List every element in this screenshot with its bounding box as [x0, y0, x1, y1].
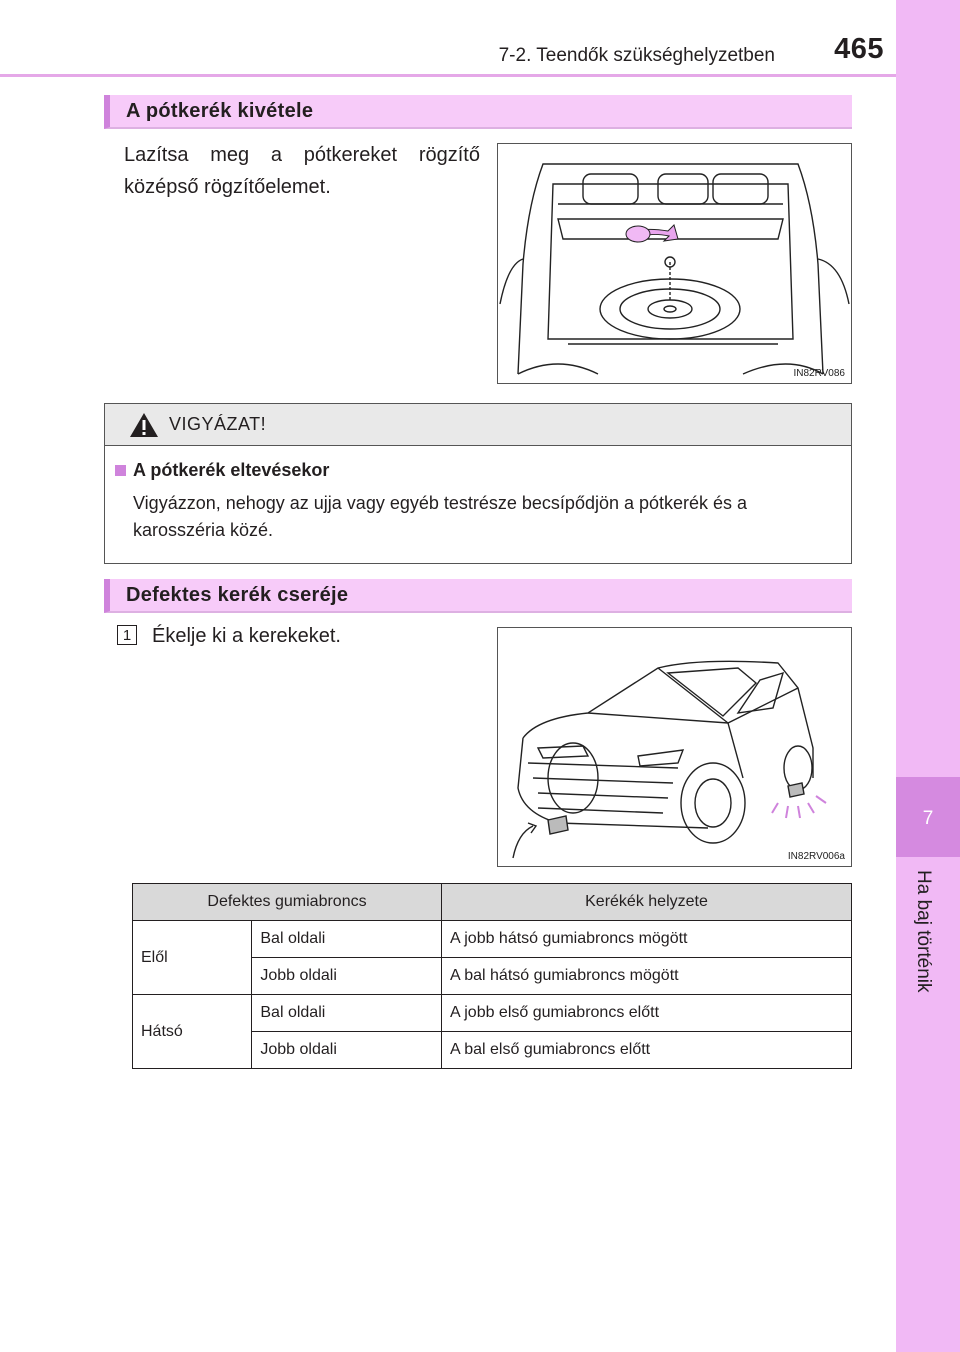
figure-code: IN82RV086 [793, 368, 845, 379]
table-group-label: Hátsó [133, 995, 252, 1069]
chapter-number: 7 [922, 808, 934, 829]
table-cell: A jobb első gumiabroncs előtt [442, 995, 852, 1032]
step-number: 1 [117, 625, 137, 645]
section-heading-text: Defektes kerék cseréje [126, 584, 349, 606]
table-header-cell: Kerékék helyzete [442, 884, 852, 921]
caution-header [105, 404, 851, 446]
page-number: 465 [834, 33, 884, 65]
warning-triangle-icon [129, 412, 159, 438]
table-cell: Bal oldali [252, 995, 442, 1032]
wheel-chock-table [132, 883, 852, 1069]
header-divider [0, 74, 896, 77]
chapter-title: Ha baj történik [913, 870, 934, 993]
section-heading-spare-removal [104, 95, 852, 129]
chocked-wheels-illustration [497, 627, 852, 867]
table-row [133, 921, 852, 958]
table-cell: A jobb hátsó gumiabroncs mögött [442, 921, 852, 958]
table-cell: A bal első gumiabroncs előtt [442, 1032, 852, 1069]
table-cell: Bal oldali [252, 921, 442, 958]
table-header-cell: Defektes gumiabroncs [133, 884, 442, 921]
step-text: Ékelje ki a kerekeket. [152, 625, 341, 647]
caution-subtitle: A pótkerék eltevésekor [133, 460, 330, 480]
caution-title: VIGYÁZAT! [169, 414, 267, 434]
chapter-side-tab [896, 0, 960, 1352]
instruction-text: Lazítsa meg a pótkereket rögzítő középső rögzítőelemet. [124, 144, 480, 198]
table-cell: Jobb oldali [252, 1032, 442, 1069]
table-cell: Jobb oldali [252, 958, 442, 995]
caution-box [104, 403, 852, 564]
table-row [133, 995, 852, 1032]
table-group-label: Elől [133, 921, 252, 995]
car-drawing [498, 628, 851, 866]
square-bullet-icon [115, 465, 126, 476]
figure-code: IN82RV006a [787, 851, 845, 862]
table-cell: A bal hátsó gumiabroncs mögött [442, 958, 852, 995]
trunk-drawing [498, 144, 851, 383]
header-section-title: 7-2. Teendők szükséghelyzetben [498, 45, 775, 66]
caution-body: Vigyázzon, nehogy az ujja vagy egyéb testrésze becsípődjön a pótkerék és a karosszéria közé. [133, 493, 748, 540]
section-heading-flat-tire [104, 579, 852, 613]
trunk-spare-wheel-illustration [497, 143, 852, 384]
table-header-row [133, 884, 852, 921]
section-heading-text: A pótkerék kivétele [126, 100, 314, 122]
